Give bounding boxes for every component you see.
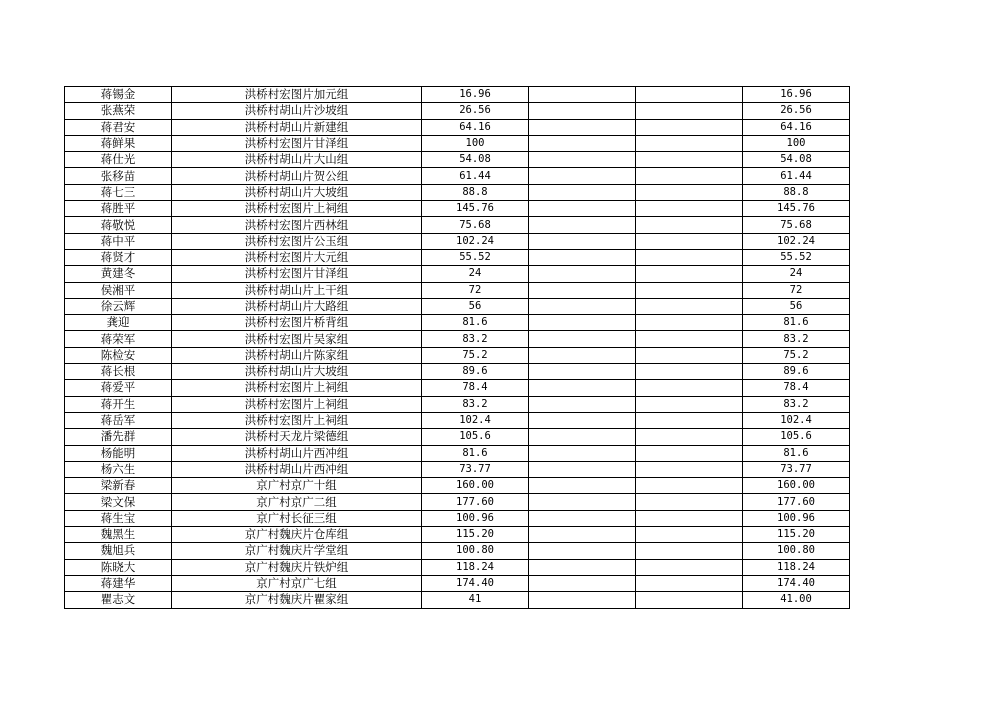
amount-cell: 54.08 [422,152,529,168]
amount-cell: 102.24 [422,233,529,249]
location-cell: 洪桥村宏图片上祠组 [172,396,422,412]
amount-cell: 78.4 [422,380,529,396]
empty-cell [529,494,636,510]
name-cell: 蒋生宝 [65,510,172,526]
name-cell: 蒋君安 [65,119,172,135]
location-cell: 京广村魏庆片学堂组 [172,543,422,559]
amount-cell: 72 [422,282,529,298]
amount-cell: 81.6 [422,445,529,461]
total-cell: 89.6 [743,364,850,380]
empty-cell [529,478,636,494]
name-cell: 蒋开生 [65,396,172,412]
table-row [65,331,850,347]
empty-cell [529,331,636,347]
table-row [65,543,850,559]
total-cell: 75.68 [743,217,850,233]
amount-cell: 177.60 [422,494,529,510]
table-row [65,575,850,591]
empty-cell [636,478,743,494]
total-cell: 81.6 [743,445,850,461]
total-cell: 26.56 [743,103,850,119]
table-row [65,461,850,477]
empty-cell [636,445,743,461]
location-cell: 京广村京广十组 [172,478,422,494]
total-cell: 83.2 [743,396,850,412]
table-row [65,168,850,184]
empty-cell [636,396,743,412]
empty-cell [529,559,636,575]
total-cell: 115.20 [743,527,850,543]
amount-cell: 118.24 [422,559,529,575]
empty-cell [529,103,636,119]
empty-cell [529,575,636,591]
name-cell: 蒋荣军 [65,331,172,347]
amount-cell: 115.20 [422,527,529,543]
empty-cell [636,494,743,510]
location-cell: 京广村魏庆片铁炉组 [172,559,422,575]
empty-cell [636,103,743,119]
empty-cell [636,347,743,363]
total-cell: 100 [743,135,850,151]
total-cell: 75.2 [743,347,850,363]
empty-cell [529,445,636,461]
location-cell: 洪桥村宏图片西林组 [172,217,422,233]
total-cell: 55.52 [743,249,850,265]
amount-cell: 105.6 [422,429,529,445]
amount-cell: 26.56 [422,103,529,119]
empty-cell [636,233,743,249]
location-cell: 洪桥村宏图片上祠组 [172,412,422,428]
table-row [65,233,850,249]
empty-cell [636,510,743,526]
amount-cell: 88.8 [422,184,529,200]
total-cell: 160.00 [743,478,850,494]
name-cell: 蒋锡金 [65,87,172,103]
empty-cell [636,249,743,265]
location-cell: 洪桥村宏图片加元组 [172,87,422,103]
table-row [65,412,850,428]
name-cell: 侯湘平 [65,282,172,298]
empty-cell [529,87,636,103]
location-cell: 洪桥村胡山片大路组 [172,298,422,314]
name-cell: 徐云辉 [65,298,172,314]
empty-cell [636,364,743,380]
location-cell: 洪桥村宏图片大元组 [172,249,422,265]
amount-cell: 16.96 [422,87,529,103]
location-cell: 洪桥村胡山片大坡组 [172,364,422,380]
total-cell: 73.77 [743,461,850,477]
name-cell: 蒋爱平 [65,380,172,396]
table-row [65,364,850,380]
amount-cell: 55.52 [422,249,529,265]
empty-cell [529,429,636,445]
table-row [65,592,850,608]
empty-cell [636,168,743,184]
empty-cell [529,592,636,608]
empty-cell [636,135,743,151]
name-cell: 蒋七三 [65,184,172,200]
name-cell: 黄建冬 [65,266,172,282]
total-cell: 100.96 [743,510,850,526]
location-cell: 京广村魏庆片瞿家组 [172,592,422,608]
amount-cell: 102.4 [422,412,529,428]
location-cell: 京广村长征三组 [172,510,422,526]
name-cell: 蒋敬悦 [65,217,172,233]
location-cell: 洪桥村胡山片上干组 [172,282,422,298]
name-cell: 蒋岳军 [65,412,172,428]
table-row [65,559,850,575]
name-cell: 魏旭兵 [65,543,172,559]
location-cell: 洪桥村宏图片甘泽组 [172,266,422,282]
table-row [65,380,850,396]
location-cell: 洪桥村宏图片甘泽组 [172,135,422,151]
total-cell: 145.76 [743,201,850,217]
name-cell: 蒋鲜果 [65,135,172,151]
empty-cell [529,249,636,265]
amount-cell: 89.6 [422,364,529,380]
total-cell: 177.60 [743,494,850,510]
location-cell: 洪桥村宏图片公玉组 [172,233,422,249]
name-cell: 杨六生 [65,461,172,477]
total-cell: 78.4 [743,380,850,396]
table-row [65,87,850,103]
empty-cell [636,592,743,608]
location-cell: 京广村京广二组 [172,494,422,510]
total-cell: 100.80 [743,543,850,559]
empty-cell [529,510,636,526]
total-cell: 61.44 [743,168,850,184]
name-cell: 潘先群 [65,429,172,445]
total-cell: 16.96 [743,87,850,103]
location-cell: 洪桥村胡山片大山组 [172,152,422,168]
amount-cell: 100.96 [422,510,529,526]
table-row [65,347,850,363]
amount-cell: 75.2 [422,347,529,363]
location-cell: 洪桥村宏图片桥背组 [172,315,422,331]
table-row [65,152,850,168]
empty-cell [636,217,743,233]
total-cell: 24 [743,266,850,282]
location-cell: 洪桥村宏图片上祠组 [172,201,422,217]
table-row [65,217,850,233]
amount-cell: 174.40 [422,575,529,591]
empty-cell [636,184,743,200]
empty-cell [636,87,743,103]
table-row [65,315,850,331]
name-cell: 张燕荣 [65,103,172,119]
location-cell: 洪桥村胡山片西冲组 [172,445,422,461]
empty-cell [636,575,743,591]
table-row [65,184,850,200]
total-cell: 72 [743,282,850,298]
total-cell: 102.24 [743,233,850,249]
name-cell: 陈晓大 [65,559,172,575]
total-cell: 56 [743,298,850,314]
empty-cell [529,347,636,363]
total-cell: 118.24 [743,559,850,575]
table-row [65,282,850,298]
table-row [65,298,850,314]
empty-cell [636,315,743,331]
table-row [65,478,850,494]
location-cell: 洪桥村天龙片梁德组 [172,429,422,445]
empty-cell [529,396,636,412]
total-cell: 105.6 [743,429,850,445]
empty-cell [529,543,636,559]
amount-cell: 73.77 [422,461,529,477]
empty-cell [636,527,743,543]
amount-cell: 160.00 [422,478,529,494]
empty-cell [636,412,743,428]
table-row [65,201,850,217]
name-cell: 瞿志文 [65,592,172,608]
empty-cell [529,315,636,331]
empty-cell [636,266,743,282]
total-cell: 64.16 [743,119,850,135]
name-cell: 杨能明 [65,445,172,461]
empty-cell [636,543,743,559]
name-cell: 蒋建华 [65,575,172,591]
total-cell: 81.6 [743,315,850,331]
total-cell: 83.2 [743,331,850,347]
empty-cell [529,152,636,168]
name-cell: 蒋仕光 [65,152,172,168]
empty-cell [529,298,636,314]
empty-cell [636,201,743,217]
location-cell: 洪桥村胡山片新建组 [172,119,422,135]
location-cell: 洪桥村胡山片陈家组 [172,347,422,363]
name-cell: 梁新春 [65,478,172,494]
table-row [65,119,850,135]
name-cell: 张移苗 [65,168,172,184]
table-row [65,445,850,461]
empty-cell [636,380,743,396]
table-row [65,527,850,543]
table-row [65,249,850,265]
empty-cell [529,184,636,200]
table-row [65,510,850,526]
table-row [65,103,850,119]
empty-cell [529,217,636,233]
empty-cell [529,233,636,249]
empty-cell [636,282,743,298]
total-cell: 54.08 [743,152,850,168]
empty-cell [636,559,743,575]
amount-cell: 100.80 [422,543,529,559]
name-cell: 陈检安 [65,347,172,363]
table-body [65,87,850,609]
table-row [65,266,850,282]
name-cell: 梁文保 [65,494,172,510]
location-cell: 洪桥村宏图片上祠组 [172,380,422,396]
empty-cell [529,119,636,135]
location-cell: 洪桥村胡山片大坡组 [172,184,422,200]
empty-cell [636,429,743,445]
table-row [65,429,850,445]
empty-cell [529,266,636,282]
empty-cell [529,461,636,477]
amount-cell: 56 [422,298,529,314]
amount-cell: 64.16 [422,119,529,135]
empty-cell [529,168,636,184]
name-cell: 蒋中平 [65,233,172,249]
amount-cell: 41 [422,592,529,608]
location-cell: 洪桥村胡山片贺公组 [172,168,422,184]
empty-cell [529,135,636,151]
total-cell: 102.4 [743,412,850,428]
empty-cell [636,119,743,135]
amount-cell: 83.2 [422,396,529,412]
empty-cell [529,364,636,380]
amount-cell: 100 [422,135,529,151]
table-row [65,396,850,412]
amount-cell: 145.76 [422,201,529,217]
empty-cell [529,201,636,217]
name-cell: 魏黑生 [65,527,172,543]
empty-cell [529,527,636,543]
name-cell: 蒋贤才 [65,249,172,265]
amount-cell: 24 [422,266,529,282]
amount-cell: 81.6 [422,315,529,331]
name-cell: 龚迎 [65,315,172,331]
empty-cell [529,412,636,428]
empty-cell [636,152,743,168]
location-cell: 洪桥村胡山片西冲组 [172,461,422,477]
empty-cell [636,461,743,477]
location-cell: 京广村京广七组 [172,575,422,591]
table-row [65,135,850,151]
empty-cell [636,298,743,314]
total-cell: 41.00 [743,592,850,608]
total-cell: 88.8 [743,184,850,200]
amount-cell: 61.44 [422,168,529,184]
data-table [64,86,850,609]
location-cell: 洪桥村胡山片沙坡组 [172,103,422,119]
empty-cell [636,331,743,347]
empty-cell [529,380,636,396]
amount-cell: 75.68 [422,217,529,233]
location-cell: 洪桥村宏图片吴家组 [172,331,422,347]
name-cell: 蒋胜平 [65,201,172,217]
location-cell: 京广村魏庆片仓库组 [172,527,422,543]
name-cell: 蒋长根 [65,364,172,380]
amount-cell: 83.2 [422,331,529,347]
total-cell: 174.40 [743,575,850,591]
table-row [65,494,850,510]
empty-cell [529,282,636,298]
